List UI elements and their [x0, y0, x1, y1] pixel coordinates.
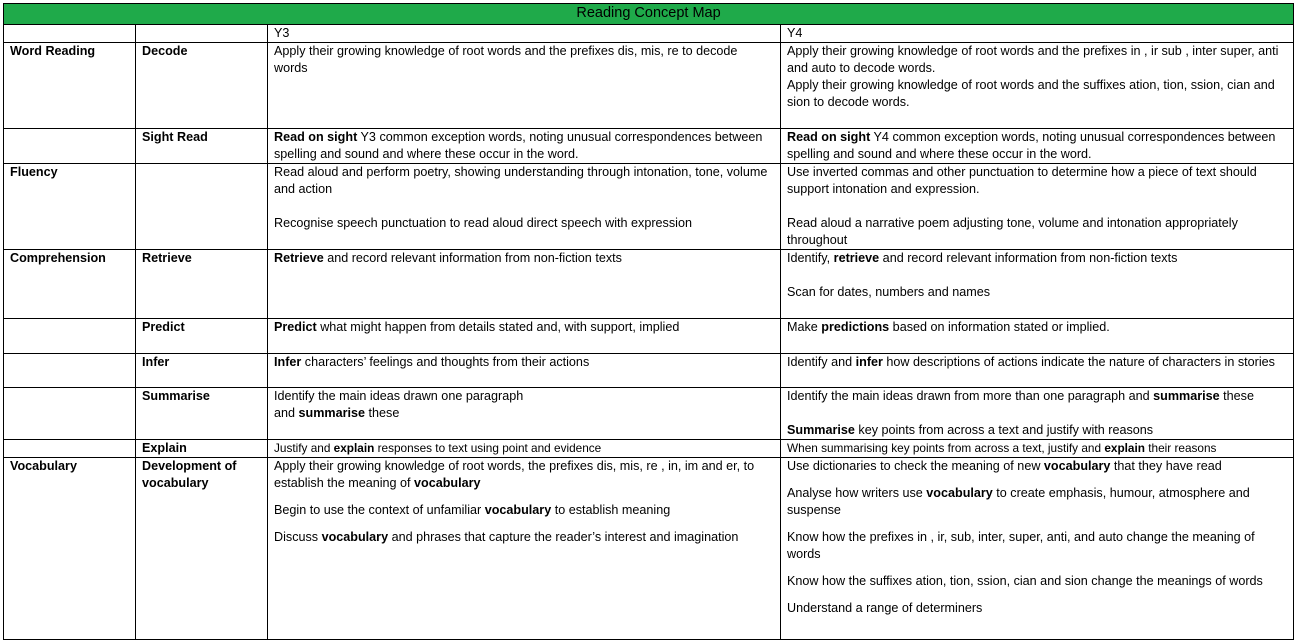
- bold-text: Predict: [274, 320, 317, 334]
- cell-text: Use inverted commas and other punctuation to determine how a piece of text should support intonation and expression.: [787, 165, 1257, 196]
- table-row: [4, 164, 1294, 250]
- sub-sight-read: Sight Read: [136, 129, 268, 164]
- summarise-y3-cell: [268, 388, 781, 440]
- empty-cell: [4, 388, 136, 440]
- title-row: [4, 4, 1294, 25]
- concept-map-table: [3, 3, 1294, 640]
- decode-y3-cell: [268, 43, 781, 129]
- bold-text: Infer: [274, 355, 302, 369]
- sub-decode: Decode: [136, 43, 268, 129]
- bold-text: vocabulary: [414, 476, 481, 490]
- sub-retrieve: Retrieve: [136, 250, 268, 319]
- table-row: [4, 440, 1294, 458]
- area-vocabulary: Vocabulary: [4, 458, 136, 640]
- cell-text: and: [274, 406, 299, 420]
- bold-text: vocabulary: [926, 486, 993, 500]
- vocab-y3-cell: [268, 458, 781, 640]
- area-word-reading: Word Reading: [4, 43, 136, 129]
- cell-text: characters’ feelings and thoughts from their actions: [301, 355, 590, 369]
- bold-text: summarise: [1153, 389, 1220, 403]
- cell-text: and phrases that capture the reader’s interest and imagination: [388, 530, 739, 544]
- table-row: [4, 458, 1294, 640]
- cell-text: Make: [787, 320, 822, 334]
- table-row: [4, 43, 1294, 129]
- infer-y3-cell: [268, 354, 781, 388]
- bold-text: Retrieve: [274, 251, 324, 265]
- empty-cell: [4, 319, 136, 354]
- bold-text: explain: [333, 441, 375, 455]
- sub-vocab-development: Development of vocabulary: [136, 458, 268, 640]
- cell-text: Identify and: [787, 355, 856, 369]
- sub-explain: Explain: [136, 440, 268, 458]
- cell-text: to establish meaning: [551, 503, 671, 517]
- bold-text: retrieve: [833, 251, 880, 265]
- cell-text: what might happen from details stated and, with support, implied: [316, 320, 680, 334]
- retrieve-y3-cell: [268, 250, 781, 319]
- cell-text: Apply their growing knowledge of root words and the prefixes dis, mis, re to decode words: [274, 44, 738, 75]
- bold-text: summarise: [298, 406, 366, 420]
- cell-text: Use dictionaries to check the meaning of new: [787, 459, 1044, 473]
- empty-cell: [4, 129, 136, 164]
- predict-y4-cell: [781, 319, 1294, 354]
- cell-text: Y4 common exception words, noting unusual correspondences between spelling and sound and where these occur in the word.: [787, 130, 1276, 161]
- table-title: Reading Concept Map: [4, 4, 1294, 25]
- vocab-y4-cell: [781, 458, 1294, 640]
- cell-text: Read aloud a narrative poem adjusting tone, volume and intonation appropriately throughout: [787, 216, 1238, 247]
- cell-text: Scan for dates, numbers and names: [787, 285, 991, 299]
- retrieve-y4-cell: [781, 250, 1294, 319]
- cell-text: Know how the prefixes in , ir, sub, inter, super, anti, and auto change the meaning of words: [787, 530, 1255, 561]
- cell-text: Analyse how writers use: [787, 486, 927, 500]
- area-comprehension: Comprehension: [4, 250, 136, 319]
- table-row: [4, 319, 1294, 354]
- table-row: [4, 388, 1294, 440]
- bold-text: vocabulary: [1043, 459, 1111, 473]
- sight-y4-cell: [781, 129, 1294, 164]
- cell-text: Understand a range of determiners: [787, 601, 983, 615]
- empty-cell: [4, 440, 136, 458]
- cell-text: and record relevant information from non-fiction texts: [879, 251, 1178, 265]
- y4-header: Y4: [781, 25, 1294, 43]
- cell-text: Recognise speech punctuation to read aloud direct speech with expression: [274, 216, 692, 230]
- explain-y4-cell: [781, 440, 1294, 458]
- cell-text: Apply their growing knowledge of root words and the prefixes in , ir sub , inter super, anti and auto to decode words.: [787, 44, 1279, 75]
- empty-cell: [4, 354, 136, 388]
- table-row: [4, 129, 1294, 164]
- bold-text: Read on sight: [787, 130, 871, 144]
- infer-y4-cell: [781, 354, 1294, 388]
- cell-text: Read aloud and perform poetry, showing understanding through intonation, tone, volume and action: [274, 165, 768, 196]
- cell-text: When summarising key points from across a text, justify and: [787, 441, 1105, 455]
- bold-text: vocabulary: [321, 530, 389, 544]
- area-fluency: Fluency: [4, 164, 136, 250]
- cell-text: these: [365, 406, 400, 420]
- cell-text: Apply their growing knowledge of root words and the suffixes ation, tion, ssion, cian and sion to decode words.: [787, 78, 1275, 109]
- fluency-y4-cell: [781, 164, 1294, 250]
- table-row: [4, 250, 1294, 319]
- bold-text: Read on sight: [274, 130, 358, 144]
- cell-text: key points from across a text and justify with reasons: [854, 423, 1154, 437]
- fluency-y3-cell: [268, 164, 781, 250]
- cell-text: to create emphasis, humour, atmosphere and suspense: [787, 486, 1250, 517]
- sub-infer: Infer: [136, 354, 268, 388]
- cell-text: Y3 common exception words, noting unusual correspondences between spelling and sound and where these occur in the word.: [274, 130, 763, 161]
- cell-text: how descriptions of actions indicate the nature of characters in stories: [882, 355, 1275, 369]
- bold-text: Summarise: [787, 423, 855, 437]
- cell-text: Begin to use the context of unfamiliar: [274, 503, 485, 517]
- cell-text: their reasons: [1144, 441, 1217, 455]
- decode-y4-cell: [781, 43, 1294, 129]
- cell-text: and record relevant information from non-fiction texts: [323, 251, 622, 265]
- predict-y3-cell: [268, 319, 781, 354]
- cell-text: Justify and: [274, 441, 334, 455]
- header-row: [4, 25, 1294, 43]
- sub-summarise: Summarise: [136, 388, 268, 440]
- cell-text: Identify,: [787, 251, 834, 265]
- cell-text: these: [1219, 389, 1254, 403]
- bold-text: vocabulary: [484, 503, 552, 517]
- explain-y3-cell: [268, 440, 781, 458]
- cell-text: Know how the suffixes ation, tion, ssion, cian and sion change the meanings of words: [787, 574, 1263, 588]
- cell-text: responses to text using point and evidence: [374, 441, 602, 455]
- cell-text: Identify the main ideas drawn from more than one paragraph and: [787, 389, 1154, 403]
- cell-text: Apply their growing knowledge of root words, the prefixes dis, mis, re , in, im and er, to establish the meaning of: [274, 459, 755, 490]
- empty-header-cell: [136, 25, 268, 43]
- cell-text: Identify the main ideas drawn one paragraph: [274, 389, 524, 403]
- bold-text: predictions: [821, 320, 890, 334]
- empty-header-cell: [4, 25, 136, 43]
- bold-text: infer: [855, 355, 883, 369]
- sight-y3-cell: [268, 129, 781, 164]
- y3-header: Y3: [268, 25, 781, 43]
- bold-text: explain: [1104, 441, 1145, 455]
- cell-text: based on information stated or implied.: [889, 320, 1110, 334]
- summarise-y4-cell: [781, 388, 1294, 440]
- table-row: [4, 354, 1294, 388]
- empty-cell: [136, 164, 268, 250]
- sub-predict: Predict: [136, 319, 268, 354]
- cell-text: Discuss: [274, 530, 322, 544]
- cell-text: that they have read: [1110, 459, 1222, 473]
- concept-map-sheet: [3, 3, 1293, 640]
